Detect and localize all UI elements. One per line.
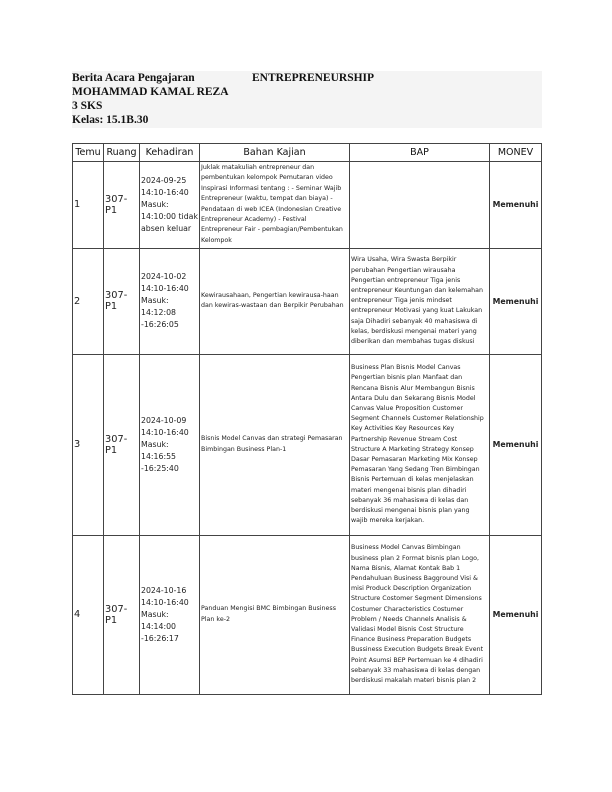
course-name: ENTREPRENEURSHIP bbox=[252, 72, 375, 84]
column-header-monev: MONEV bbox=[490, 144, 542, 162]
credit-units: 3 SKS bbox=[72, 100, 103, 112]
cell-monev: Memenuhi bbox=[490, 249, 542, 355]
cell-monev: Memenuhi bbox=[490, 355, 542, 536]
cell-bahan-kajian: Juklak matakuliah entrepreneur dan pembentukan kelompok Pemutaran video Inspirasi Informasi tentang : - Seminar Wajib Entrepreneur (waktu, tempat dan biaya) - Pendataan di web ICEA (Indonesian Creative Entrepreneur Academy) - Festival Entrepreneur Fair - pembagian/Pembentukan Kelompok bbox=[200, 162, 350, 249]
table-row bbox=[73, 249, 542, 355]
cell-temu: 3 bbox=[73, 355, 104, 536]
table-row bbox=[73, 536, 542, 695]
table-row bbox=[73, 355, 542, 536]
cell-bahan-kajian: Kewirausahaan, Pengertian kewirausa-haan dan kewiras-wastaan dan Berpikir Perubahan bbox=[200, 249, 350, 355]
table-header-row bbox=[73, 144, 542, 162]
cell-temu: 2 bbox=[73, 249, 104, 355]
cell-bap bbox=[350, 162, 490, 249]
column-header-bap: BAP bbox=[350, 144, 490, 162]
cell-ruang: 307-P1 bbox=[104, 536, 140, 695]
column-header-temu: Temu bbox=[73, 144, 104, 162]
column-header-bahan-kajian: Bahan Kajian bbox=[200, 144, 350, 162]
cell-ruang: 307-P1 bbox=[104, 249, 140, 355]
column-header-kehadiran: Kehadiran bbox=[140, 144, 200, 162]
cell-bahan-kajian: Panduan Mengisi BMC Bimbingan Business Plan ke-2 bbox=[200, 536, 350, 695]
teaching-report-table bbox=[72, 143, 542, 695]
document-title: Berita Acara Pengajaran bbox=[72, 72, 195, 84]
cell-ruang: 307-P1 bbox=[104, 162, 140, 249]
cell-monev: Memenuhi bbox=[490, 162, 542, 249]
cell-kehadiran: 2024-09-25 14:10-16:40 Masuk: 14:10:00 tidak absen keluar bbox=[140, 162, 200, 249]
cell-monev: Memenuhi bbox=[490, 536, 542, 695]
cell-bahan-kajian: Bisnis Model Canvas dan strategi Pemasaran Bimbingan Business Plan-1 bbox=[200, 355, 350, 536]
cell-kehadiran: 2024-10-09 14:10-16:40 Masuk: 14:16:55 -16:25:40 bbox=[140, 355, 200, 536]
class-code: Kelas: 15.1B.30 bbox=[72, 114, 149, 126]
report-header bbox=[72, 71, 542, 128]
cell-temu: 4 bbox=[73, 536, 104, 695]
lecturer-name: MOHAMMAD KAMAL REZA bbox=[72, 86, 229, 98]
cell-bap: Business Model Canvas Bimbingan business plan 2 Format bisnis plan Logo, Nama Bisnis, Alamat Kontak Bab 1 Pendahuluan Business Bagground Visi & misi Produck Description Organization Structure Costomer Segment Dimensions Costumer Characteristics Costumer Problem / Needs Channels Analisis & Validasi Model Bisnis Cost Structure Finance Business Preparation Budgets Bussiness Execution Budgets Break Event Point Asumsi BEP Pertemuan ke 4 dihadiri sebanyak 33 mahasiswa di kelas dengan berdiskusi makalah materi bisnis plan 2 bbox=[350, 536, 490, 695]
cell-bap: Business Plan Bisnis Model Canvas Pengertian bisnis plan Manfaat dan Rencana Bisnis Alur Membangun Bisnis Antara Dulu dan Sekarang Bisnis Model Canvas Value Proposition Customer Segment Channels Customer Relationship Key Activities Key Resources Key Partnership Revenue Stream Cost Structure A Marketing Strategy Konsep Dasar Pemasaran Marketing Mix Konsep Pemasaran Yang Sedang Tren Bimbingan Bisnis Pertemuan di kelas menjelaskan materi mengenai bisnis plan dihadiri sebanyak 36 mahasiswa di kelas dan berdiskusi mengenai bisnis plan yang wajib mereka kerjakan. bbox=[350, 355, 490, 536]
column-header-ruang: Ruang bbox=[104, 144, 140, 162]
cell-kehadiran: 2024-10-02 14:10-16:40 Masuk: 14:12:08 -16:26:05 bbox=[140, 249, 200, 355]
table-row bbox=[73, 162, 542, 249]
cell-ruang: 307-P1 bbox=[104, 355, 140, 536]
cell-bap: Wira Usaha, Wira Swasta Berpikir perubahan Pengertian wirausaha Pengertian entrepreneur Tiga jenis entrepreneur Keuntungan dan kelemahan entrepreneur Tiga jenis mindset entrepreneur Motivasi yang kuat Lakukan saja Dihadiri sebanyak 40 mahasiswa di kelas, berdiskusi mengenai materi yang diberikan dan membahas tugas diskusi bbox=[350, 249, 490, 355]
cell-temu: 1 bbox=[73, 162, 104, 249]
cell-kehadiran: 2024-10-16 14:10-16:40 Masuk: 14:14:00 -16:26:17 bbox=[140, 536, 200, 695]
